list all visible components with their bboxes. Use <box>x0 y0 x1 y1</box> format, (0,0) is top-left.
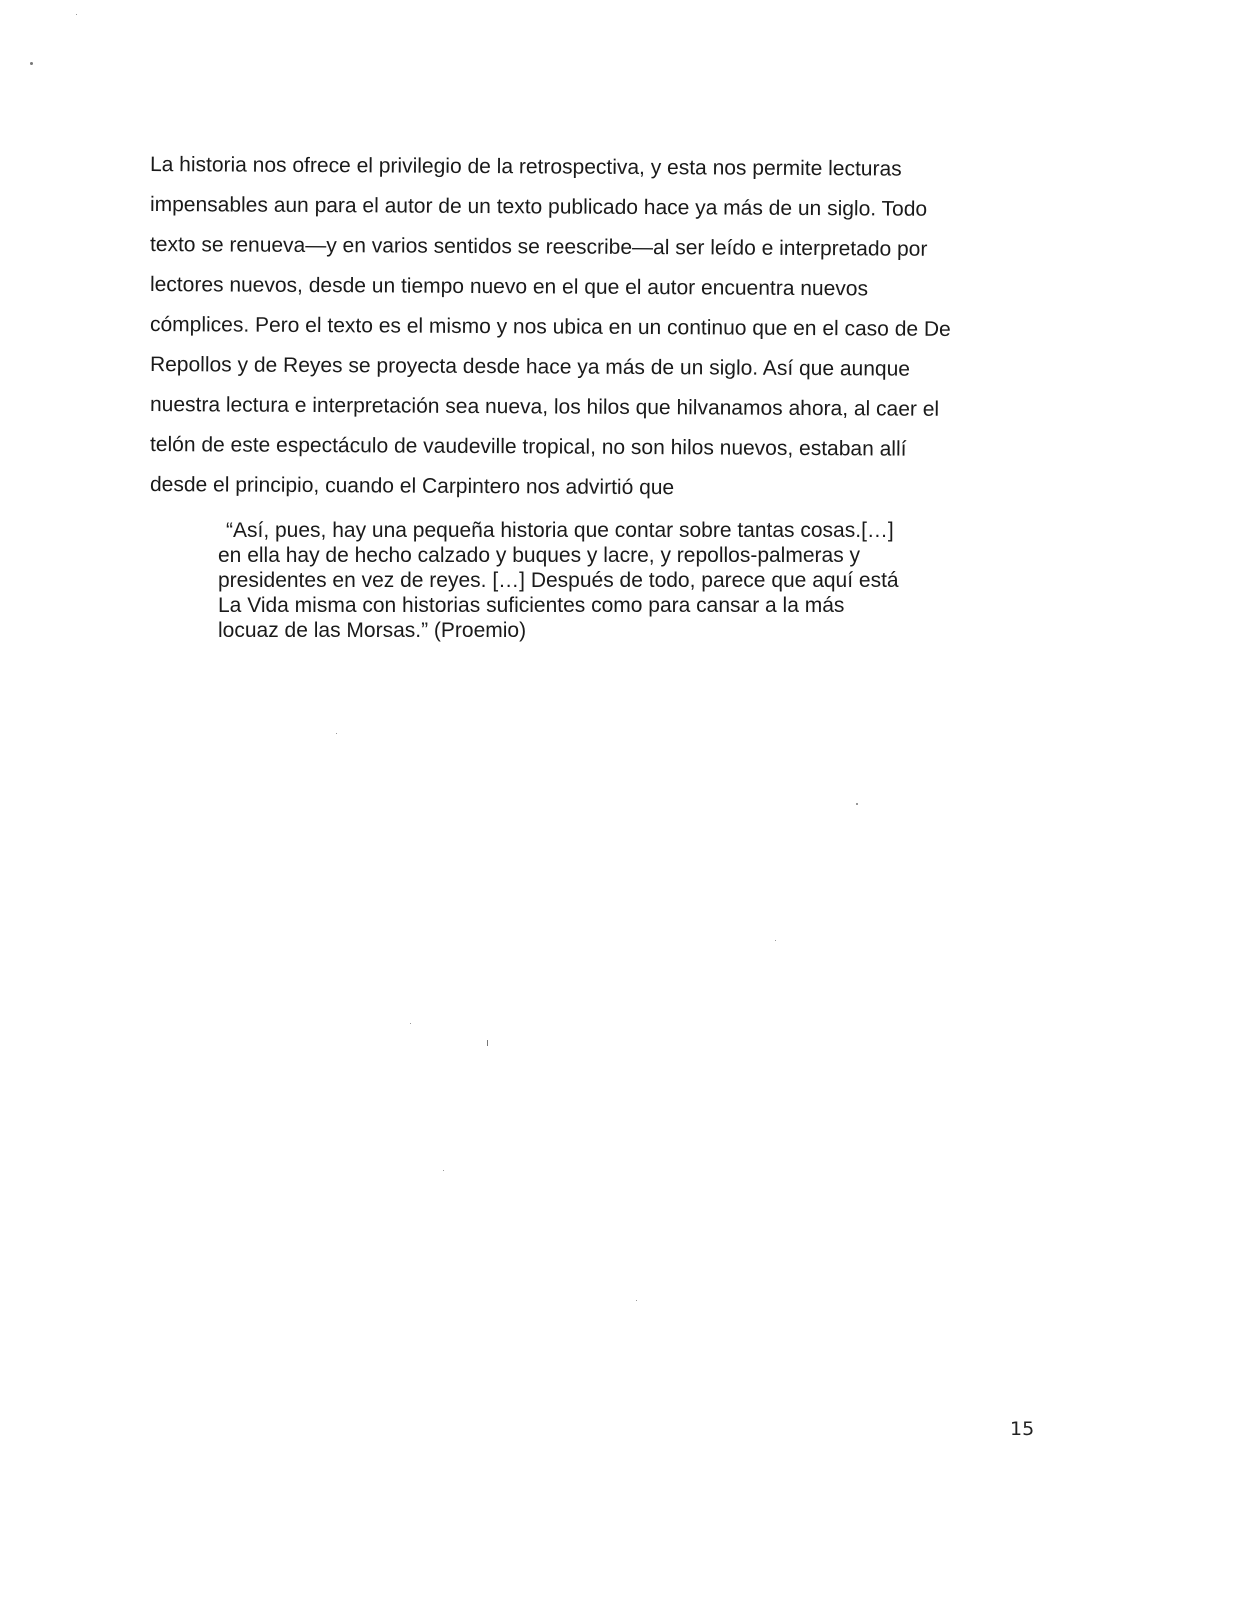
scan-speck <box>76 14 77 15</box>
quote-line: presidentes en vez de reyes. […] Después de todo, parece que aquí está <box>218 569 899 592</box>
scan-speck <box>410 1023 411 1024</box>
scan-speck <box>443 1170 444 1171</box>
scan-speck <box>775 940 776 941</box>
paragraph-line: La historia nos ofrece el privilegio de la retrospectiva, y esta nos permite lecturas <box>149 153 902 181</box>
scan-speck <box>856 803 858 805</box>
scan-speck <box>487 1040 488 1046</box>
paragraph-line: nuestra lectura e interpretación sea nueva, los hilos que hilvanamos ahora, al caer el <box>149 393 940 421</box>
page-number: 15 <box>1010 1418 1035 1440</box>
scan-speck <box>336 733 337 734</box>
body-paragraph <box>150 145 1050 505</box>
quote-line: La Vida misma con historias suficientes como para cansar a la más <box>218 594 845 617</box>
quote-line: “Así, pues, hay una pequeña historia que contar sobre tantas cosas.[…] <box>226 519 894 542</box>
quote-line: locuaz de las Morsas.” (Proemio) <box>218 619 527 642</box>
paragraph-line: Repollos y de Reyes se proyecta desde hace ya más de un siglo. Así que aunque <box>149 353 911 381</box>
quote-line: en ella hay de hecho calzado y buques y lacre, y repollos-palmeras y <box>218 544 861 567</box>
block-quote <box>218 518 998 643</box>
paragraph-line: telón de este espectáculo de vaudeville tropical, no son hilos nuevos, estaban allí <box>149 433 907 461</box>
paragraph-line: texto se renueva—y en varios sentidos se reescribe—al ser leído e interpretado por <box>149 233 928 261</box>
paragraph-line: lectores nuevos, desde un tiempo nuevo en el que el autor encuentra nuevos <box>149 273 869 301</box>
paragraph-line: desde el principio, cuando el Carpintero nos advirtió que <box>149 473 675 500</box>
scan-speck <box>30 62 33 65</box>
paragraph-line: cómplices. Pero el texto es el mismo y nos ubica en un continuo que en el caso de De <box>149 313 951 341</box>
paragraph-line: impensables aun para el autor de un texto publicado hace ya más de un siglo. Todo <box>149 193 928 221</box>
scan-speck <box>636 1300 637 1301</box>
